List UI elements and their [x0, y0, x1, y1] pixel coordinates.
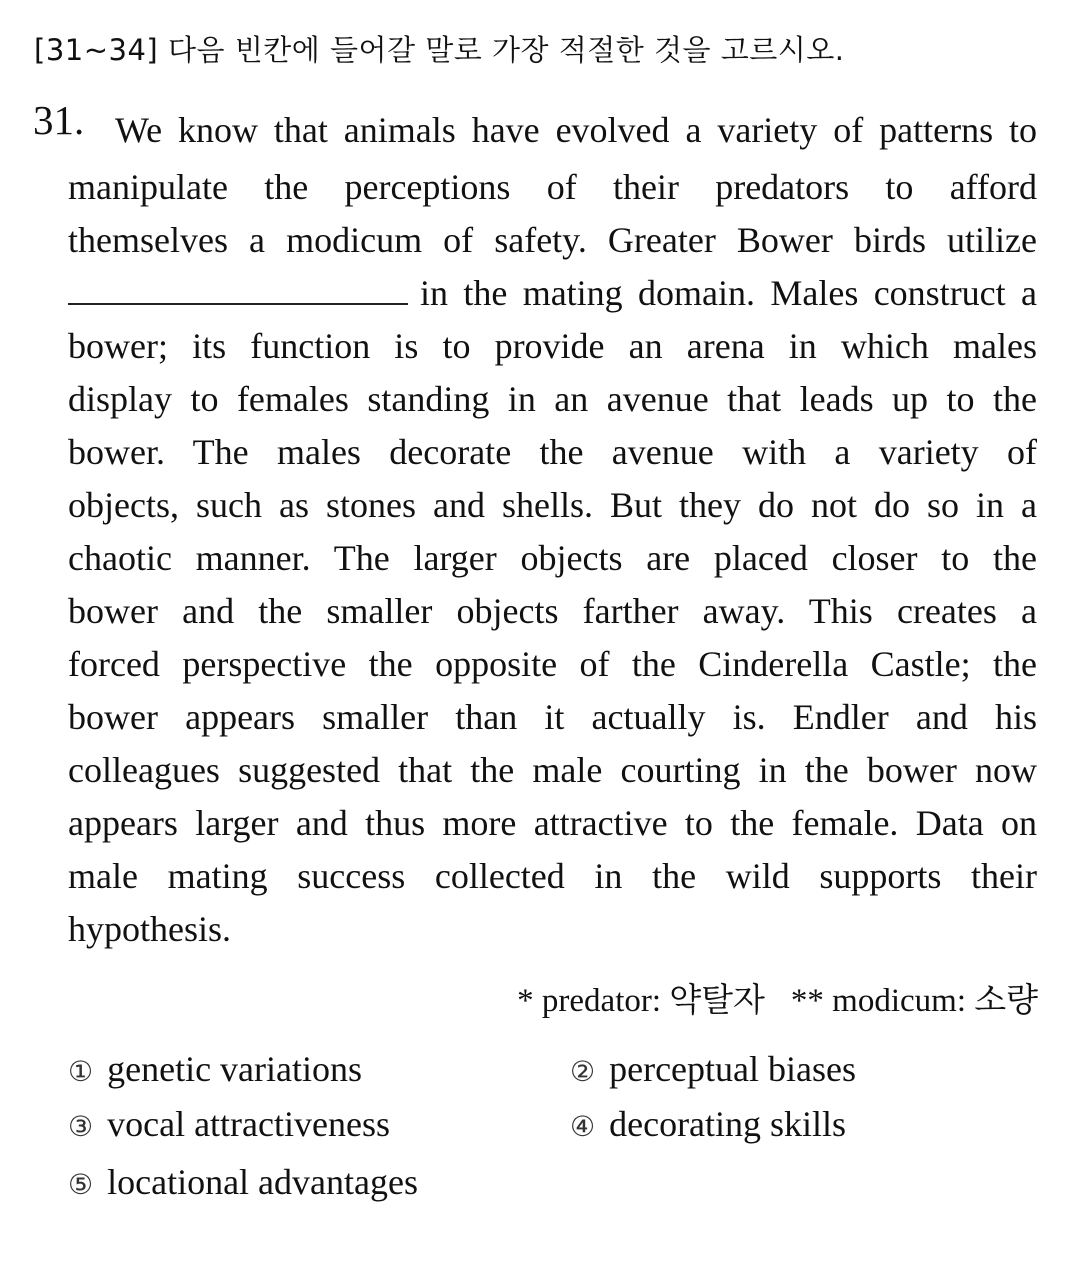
option-marker: ② — [570, 1055, 596, 1088]
option-2[interactable] — [570, 1048, 856, 1090]
passage-line: bower and the smaller objects farther away. This creates a — [68, 591, 1037, 631]
passage-line: manipulate the perceptions of their predators to afford — [68, 167, 1037, 207]
option-text: vocal attractiveness — [107, 1104, 390, 1144]
passage-line: appears larger and thus more attractive to the female. Data on — [68, 803, 1037, 843]
passage-line: We know that animals have evolved a variety of patterns to — [115, 110, 1037, 150]
passage-line: bower. The males decorate the avenue with a variety of — [68, 432, 1037, 472]
passage-line: colleagues suggested that the male courting in the bower now — [68, 750, 1037, 790]
footnote-predator: * predator: 약탈자 — [517, 983, 765, 1019]
instruction-header: [31~34] 다음 빈칸에 들어갈 말로 가장 적절한 것을 고르시오. — [34, 33, 845, 67]
option-marker: ① — [68, 1055, 94, 1088]
answer-blank — [68, 269, 408, 305]
passage-line: chaotic manner. The larger objects are placed closer to the — [68, 538, 1037, 578]
option-3[interactable] — [68, 1103, 390, 1145]
option-text: locational advantages — [107, 1162, 418, 1202]
passage-line-text: in the mating domain. Males construct a — [420, 273, 1037, 313]
option-text: genetic variations — [107, 1049, 363, 1089]
option-marker: ⑤ — [68, 1168, 94, 1201]
option-text: decorating skills — [609, 1104, 847, 1144]
option-marker: ③ — [68, 1110, 94, 1143]
passage-line: forced perspective the opposite of the Cinderella Castle; the — [68, 644, 1037, 684]
passage-line: display to females standing in an avenue that leads up to the — [68, 379, 1037, 419]
option-text: perceptual biases — [609, 1049, 856, 1089]
passage-line: male mating success collected in the wild supports their — [68, 856, 1037, 896]
footnote-modicum: ** modicum: 소량 — [790, 983, 1038, 1019]
question-number: 31. — [33, 97, 85, 143]
option-marker: ④ — [570, 1110, 596, 1143]
passage-line: objects, such as stones and shells. But they do not do so in a — [68, 485, 1037, 525]
option-4[interactable] — [570, 1103, 846, 1145]
footnotes — [517, 974, 1038, 1021]
option-5[interactable] — [68, 1161, 418, 1203]
passage-line: themselves a modicum of safety. Greater Bower birds utilize — [68, 220, 1037, 260]
passage-line: bower appears smaller than it actually is. Endler and his — [68, 697, 1037, 737]
passage-line-with-blank — [68, 267, 1037, 320]
passage-line: hypothesis. — [68, 909, 232, 949]
option-1[interactable] — [68, 1048, 362, 1090]
passage-line: bower; its function is to provide an arena in which males — [68, 326, 1037, 366]
